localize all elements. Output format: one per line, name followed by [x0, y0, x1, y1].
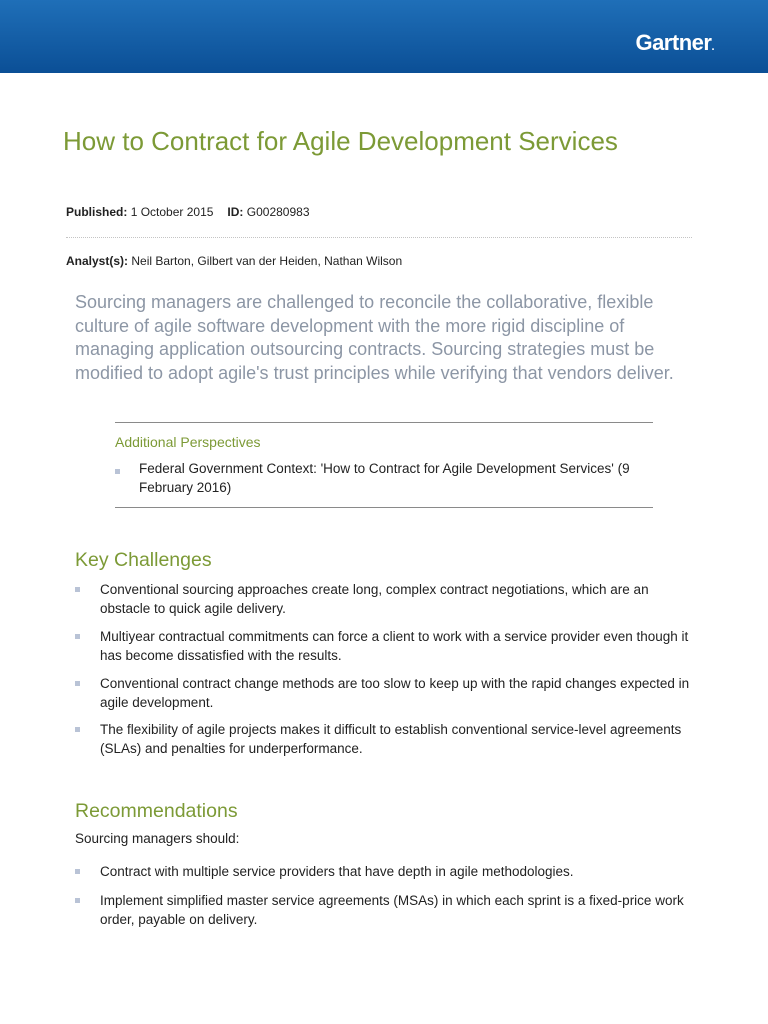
square-bullet-icon: [75, 634, 80, 639]
list-item-text: Multiyear contractual commitments can force a client to work with a service provider even though it has become dissatisfied with the results.: [100, 629, 689, 663]
additional-perspectives-heading: Additional Perspectives: [115, 434, 261, 450]
square-bullet-icon: [115, 469, 120, 474]
summary-paragraph: Sourcing managers are challenged to reconcile the collaborative, flexible culture of agile software development with the more rigid discipline of managing application outsourcing contracts. Sourcing strategies must be modified to adopt agile's trust principles while verifying that vendors deliver.: [75, 292, 674, 383]
recommendations-intro: Sourcing managers should:: [75, 831, 240, 846]
analysts: [66, 254, 402, 268]
square-bullet-icon: [75, 869, 80, 874]
perspective-link[interactable]: Federal Government Context: 'How to Contract for Agile Development Services' (9 February 2016): [139, 461, 630, 495]
published-label: Published:: [66, 205, 128, 219]
analysts-label: Analyst(s):: [66, 254, 129, 268]
square-bullet-icon: [75, 587, 80, 592]
header-band: [0, 0, 768, 73]
key-challenges-heading: Key Challenges: [75, 549, 212, 571]
published-date: 1 October 2015: [130, 205, 214, 219]
additional-perspectives-box: [115, 422, 653, 508]
list-item-text: Contract with multiple service providers that have depth in agile methodologies.: [100, 864, 574, 879]
document-id: G00280983: [246, 205, 310, 219]
analysts-names: Neil Barton, Gilbert van der Heiden, Nathan Wilson: [131, 254, 403, 268]
list-item-text: The flexibility of agile projects makes it difficult to establish conventional service-level agreements (SLAs) and penalties for underperformance.: [100, 722, 682, 756]
square-bullet-icon: [75, 898, 80, 903]
meta-divider: [66, 237, 692, 238]
list-item-text: Implement simplified master service agreements (MSAs) in which each sprint is a fixed-price work order, payable on delivery.: [100, 893, 684, 927]
list-item-text: Conventional sourcing approaches create long, complex contract negotiations, which are an obstacle to quick agile delivery.: [100, 582, 649, 616]
brand-mark: .: [711, 41, 714, 53]
recommendations-heading: Recommendations: [75, 800, 238, 822]
square-bullet-icon: [75, 727, 80, 732]
document-title: How to Contract for Agile Development Services: [63, 126, 618, 156]
id-label: ID:: [227, 205, 244, 219]
gartner-logo: [635, 30, 714, 56]
square-bullet-icon: [75, 681, 80, 686]
list-item-text: Conventional contract change methods are too slow to keep up with the rapid changes expected in agile development.: [100, 676, 690, 710]
publication-meta: [66, 205, 310, 219]
brand-name: Gartner: [635, 30, 712, 55]
